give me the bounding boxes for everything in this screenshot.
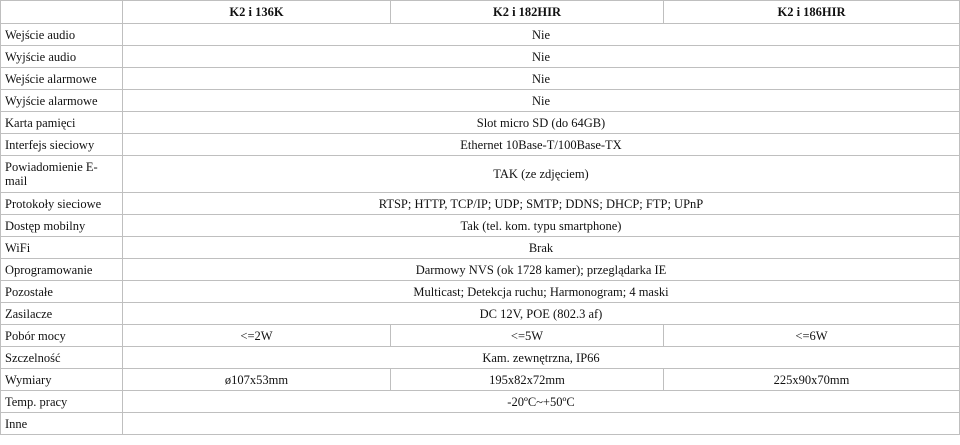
row-value: Slot micro SD (do 64GB): [123, 112, 960, 134]
table-row: [1, 156, 960, 193]
table-row: [1, 90, 960, 112]
row-value: RTSP; HTTP, TCP/IP; UDP; SMTP; DDNS; DHCP; FTP; UPnP: [123, 193, 960, 215]
row-label: Interfejs sieciowy: [1, 134, 123, 156]
row-value-model-1: <=2W: [123, 325, 391, 347]
table-row: [1, 24, 960, 46]
row-label: Wymiary: [1, 369, 123, 391]
row-value: Ethernet 10Base-T/100Base-TX: [123, 134, 960, 156]
table-row: [1, 369, 960, 391]
row-label: Karta pamięci: [1, 112, 123, 134]
row-label: Szczelność: [1, 347, 123, 369]
table-row: [1, 237, 960, 259]
table-row: [1, 193, 960, 215]
header-model-1: K2 i 136K: [123, 1, 391, 24]
row-value: Tak (tel. kom. typu smartphone): [123, 215, 960, 237]
row-label: Powiadomienie E-mail: [1, 156, 123, 193]
row-label: Wejście alarmowe: [1, 68, 123, 90]
row-value: Nie: [123, 68, 960, 90]
table-row: [1, 46, 960, 68]
row-value: [123, 413, 960, 435]
table-row: [1, 413, 960, 435]
table-row: [1, 325, 960, 347]
row-label: Inne: [1, 413, 123, 435]
row-value: -20ºC~+50ºC: [123, 391, 960, 413]
table-row: [1, 134, 960, 156]
row-value: TAK (ze zdjęciem): [123, 156, 960, 193]
row-label: Zasilacze: [1, 303, 123, 325]
table-row: [1, 68, 960, 90]
row-value: Darmowy NVS (ok 1728 kamer); przeglądarka IE: [123, 259, 960, 281]
row-label: Wyjście audio: [1, 46, 123, 68]
header-model-3: K2 i 186HIR: [664, 1, 960, 24]
table-row: [1, 215, 960, 237]
row-value: Nie: [123, 46, 960, 68]
row-value: DC 12V, POE (802.3 af): [123, 303, 960, 325]
row-label: Protokoły sieciowe: [1, 193, 123, 215]
row-label: Wyjście alarmowe: [1, 90, 123, 112]
row-value: Brak: [123, 237, 960, 259]
table-row: [1, 259, 960, 281]
row-label: Dostęp mobilny: [1, 215, 123, 237]
row-value: Kam. zewnętrzna, IP66: [123, 347, 960, 369]
table-row: [1, 391, 960, 413]
row-label: Oprogramowanie: [1, 259, 123, 281]
table-row: [1, 347, 960, 369]
row-label: Temp. pracy: [1, 391, 123, 413]
header-model-2: K2 i 182HIR: [391, 1, 664, 24]
header-row: [1, 1, 960, 24]
header-blank: [1, 1, 123, 24]
row-value-model-2: 195x82x72mm: [391, 369, 664, 391]
table-row: [1, 112, 960, 134]
table-row: [1, 303, 960, 325]
row-label: Pobór mocy: [1, 325, 123, 347]
row-label: Wejście audio: [1, 24, 123, 46]
row-value: Nie: [123, 24, 960, 46]
row-label: Pozostałe: [1, 281, 123, 303]
table-row: [1, 281, 960, 303]
row-value-model-1: ø107x53mm: [123, 369, 391, 391]
row-value-model-3: <=6W: [664, 325, 960, 347]
row-value-model-3: 225x90x70mm: [664, 369, 960, 391]
row-label: WiFi: [1, 237, 123, 259]
row-value: Nie: [123, 90, 960, 112]
row-value-model-2: <=5W: [391, 325, 664, 347]
row-value: Multicast; Detekcja ruchu; Harmonogram; 4 maski: [123, 281, 960, 303]
